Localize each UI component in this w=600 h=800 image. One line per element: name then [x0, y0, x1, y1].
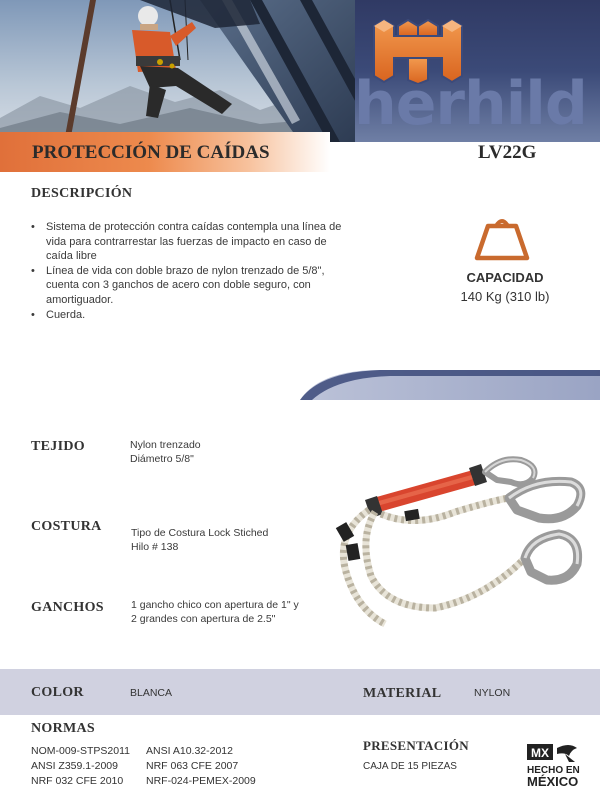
norma-item: NRF-024-PEMEX-2009	[146, 775, 256, 787]
climber-photo	[0, 0, 360, 142]
material-label: MATERIAL	[363, 686, 442, 701]
hero-banner	[0, 0, 600, 142]
presentacion-heading: PRESENTACIÓN	[363, 738, 469, 753]
presentacion-value: CAJA DE 15 PIEZAS	[363, 761, 457, 772]
brand-wordmark: herhild	[354, 69, 587, 139]
capacity-value: 140 Kg (310 lb)	[460, 289, 550, 304]
hecho-en-mexico-logo-icon	[525, 740, 587, 790]
capacity-label: CAPACIDAD	[466, 270, 544, 285]
normas-heading: NORMAS	[31, 721, 96, 736]
weight-icon	[472, 214, 532, 262]
tejido-label: TEJIDO	[31, 439, 85, 454]
costura-value: Tipo de Costura Lock Stiched Hilo # 138	[131, 527, 269, 553]
ganchos-value: 1 gancho chico con apertura de 1" y 2 grandes con apertura de 2.5"	[131, 599, 299, 625]
costura-label: COSTURA	[31, 519, 102, 534]
norma-item: ANSI Z359.1-2009	[31, 760, 118, 772]
list-item: • Sistema de protección contra caídas contempla una línea de vida para contrarrestar las fuerzas de impacto en caso de caída libre	[31, 220, 349, 264]
description-heading: DESCRIPCIÓN	[31, 186, 133, 201]
tejido-value: Nylon trenzado Diámetro 5/8"	[130, 439, 201, 465]
ganchos-label: GANCHOS	[31, 600, 104, 615]
norma-item: NOM-009-STPS2011	[31, 745, 131, 757]
svg-text:MÉXICO: MÉXICO	[527, 774, 579, 789]
lanyard-product-image	[325, 448, 595, 628]
norma-item: NRF 032 CFE 2010	[31, 775, 124, 787]
norma-item: NRF 063 CFE 2007	[146, 760, 239, 772]
svg-text:HECHO EN: HECHO EN	[527, 765, 580, 776]
description-list	[31, 220, 349, 322]
material-value: NYLON	[474, 687, 511, 699]
page-title: PROTECCIÓN DE CAÍDAS	[32, 142, 270, 163]
norma-item: ANSI A10.32-2012	[146, 745, 233, 757]
color-value: BLANCA	[130, 687, 173, 699]
color-label: COLOR	[31, 685, 84, 700]
list-item: • Línea de vida con doble brazo de nylon trenzado de 5/8", cuenta con 3 ganchos de acero con doble seguro, con amortiguador.	[31, 264, 349, 308]
separator-band	[0, 370, 600, 400]
list-item: • Cuerda.	[31, 308, 349, 323]
model-code: LV22G	[478, 142, 537, 163]
svg-text:MX: MX	[531, 746, 549, 760]
